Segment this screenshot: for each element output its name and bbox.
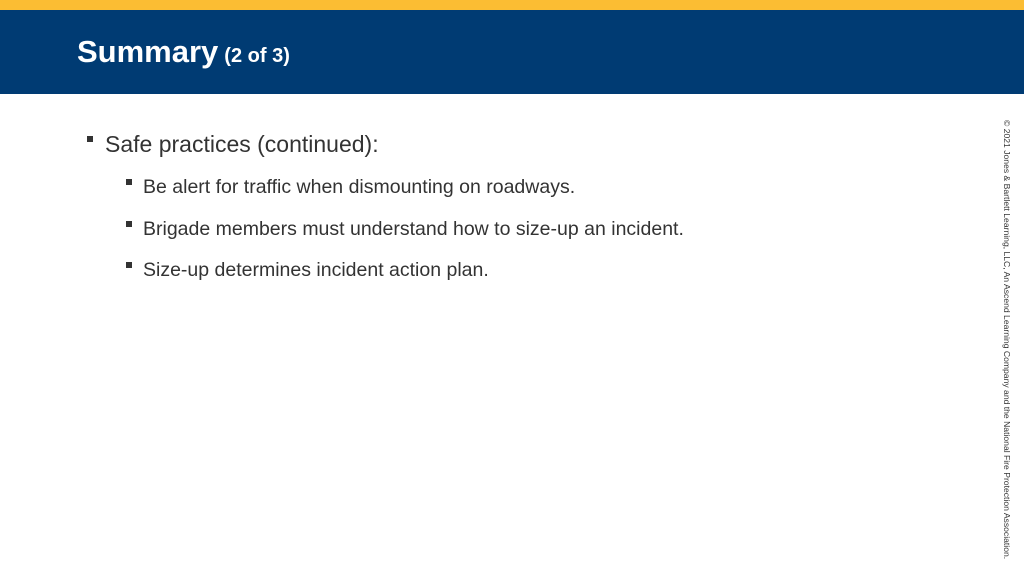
bullet-item-level2 [126, 258, 489, 282]
bullet-item-level1 [87, 130, 379, 158]
square-bullet-icon [87, 136, 93, 142]
bullet-text: Be alert for traffic when dismounting on roadways. [143, 176, 576, 198]
copyright-notice: © 2021 Jones & Bartlett Learning, LLC, An Ascend Learning Company and the National Fire Protection Association. [1002, 120, 1012, 560]
bullet-text: Safe practices (continued): [105, 131, 379, 157]
square-bullet-icon [126, 179, 132, 185]
bullet-text: Size-up determines incident action plan. [143, 259, 489, 281]
bullet-item-level2 [126, 217, 684, 241]
square-bullet-icon [126, 221, 132, 227]
slide-title-text: Summary [77, 34, 219, 69]
square-bullet-icon [126, 262, 132, 268]
slide-subtitle: (2 of 3) [224, 45, 290, 67]
bullet-text: Brigade members must understand how to size-up an incident. [143, 218, 684, 240]
bullet-item-level2 [126, 175, 575, 199]
